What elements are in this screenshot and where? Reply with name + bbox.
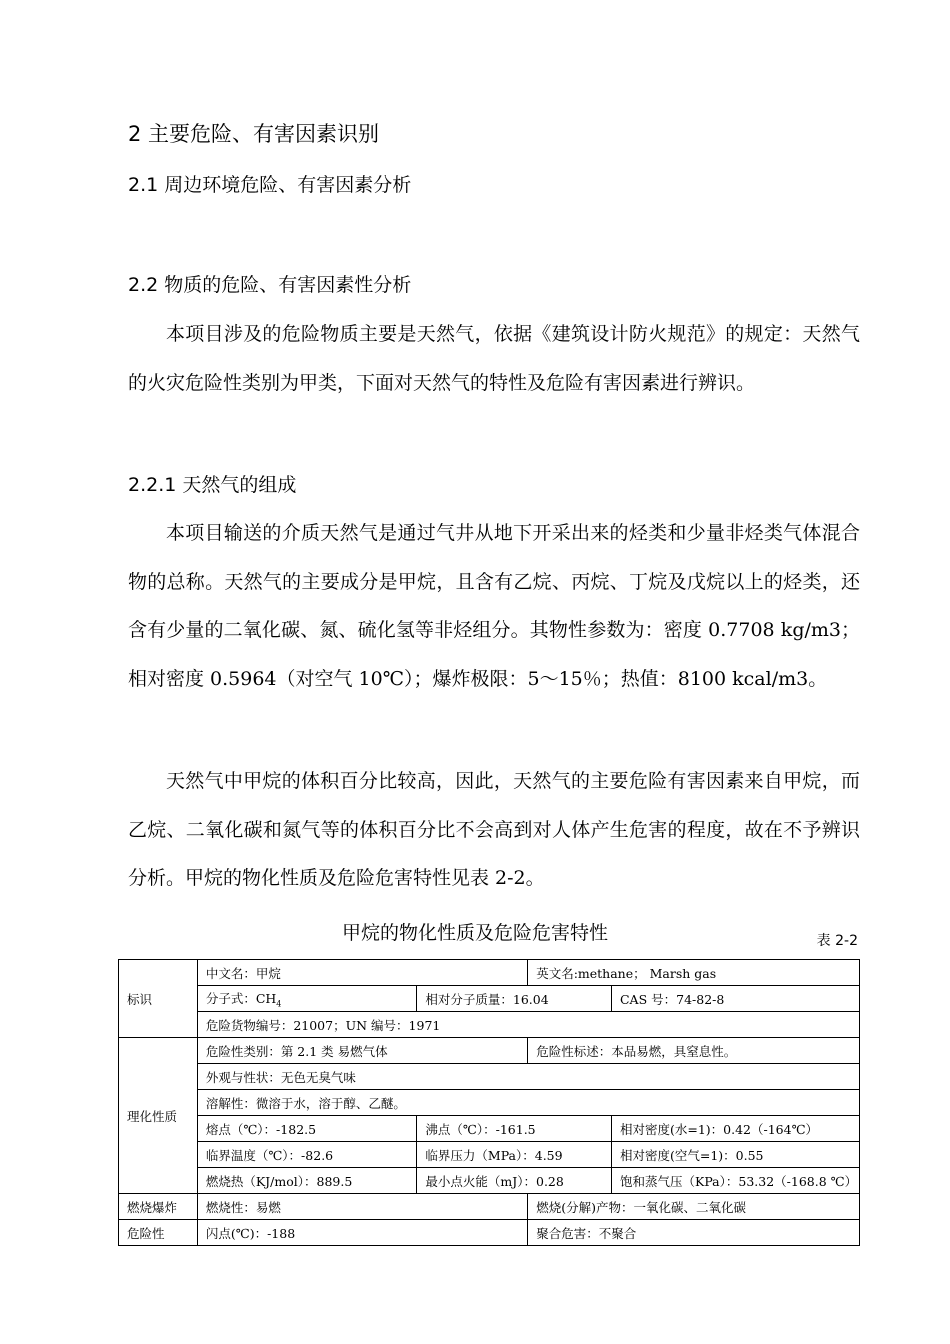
paragraph-gas-composition: 本项目输送的介质天然气是通过气井从地下开采出来的烃类和少量非烃类气体混合物的总称。天然气的主要成分是甲烷，且含有乙烷、丙烷、丁烷及戊烷以上的烃类，还含有少量的二氧化碳、氮、硫化氢等非烃组分。其物性参数为：密度 0.7708 kg/m3；相对密度 0.5964（对空气 10℃）；爆炸极限：5～15％；热值：8100 kcal/m3。	[128, 522, 860, 690]
cell-melting-point: 熔点（℃）：-182.5	[197, 1116, 417, 1142]
cell-solubility: 溶解性：微溶于水，溶于醇、乙醚。	[197, 1090, 859, 1116]
table-row	[119, 960, 860, 986]
table-caption: 甲烷的物化性质及危险危害特性	[341, 922, 608, 944]
table-row	[119, 1142, 860, 1168]
table-row	[119, 1168, 860, 1194]
cell-appearance: 外观与性状：无色无臭气味	[197, 1064, 859, 1090]
cell-english-name: 英文名:methane； Marsh gas	[528, 960, 860, 986]
cell-critical-pressure: 临界压力（MPa）：4.59	[417, 1142, 612, 1168]
cell-relative-density-air: 相对密度(空气=1)：0.55	[611, 1142, 859, 1168]
section-heading-2: 2 主要危险、有害因素识别	[128, 122, 380, 146]
section-heading-2-2: 2.2 物质的危险、有害因素性分析	[128, 274, 412, 296]
cell-hazard-class: 危险性类别：第 2.1 类 易燃气体	[197, 1038, 527, 1064]
cell-combustion-heat: 燃烧热（KJ/mol）：889.5	[197, 1168, 417, 1194]
cell-decomposition-products: 燃烧(分解)产物：一氧化碳、二氧化碳	[528, 1194, 860, 1220]
table-row	[119, 1064, 860, 1090]
table-row	[119, 1090, 860, 1116]
section-label-identification: 标识	[119, 960, 198, 1038]
cell-min-ignition-energy: 最小点火能（mJ）：0.28	[417, 1168, 612, 1194]
cell-flammability: 燃烧性：易燃	[197, 1194, 527, 1220]
table-row	[119, 1194, 860, 1220]
cell-polymerization-hazard: 聚合危害：不聚合	[528, 1220, 860, 1246]
table-number: 表 2-2	[816, 933, 858, 949]
table-row	[119, 1012, 860, 1038]
cell-molecular-mass: 相对分子质量：16.04	[417, 986, 612, 1012]
cell-hazard-description: 危险性标述：本品易燃，具窒息性。	[528, 1038, 860, 1064]
section-heading-2-1: 2.1 周边环境危险、有害因素分析	[128, 174, 412, 196]
formula-text: 分子式：CH	[205, 990, 277, 1006]
cell-cas-number: CAS 号：74-82-8	[611, 986, 859, 1012]
table-row	[119, 1220, 860, 1246]
section-heading-2-2-1: 2.2.1 天然气的组成	[128, 474, 297, 496]
cell-flash-point: 闪点(℃)：-188	[197, 1220, 527, 1246]
table-row	[119, 1116, 860, 1142]
methane-properties-table	[118, 959, 860, 1246]
section-label-combustion-b: 危险性	[119, 1220, 198, 1246]
formula-subscript: 4	[276, 999, 282, 1009]
section-label-combustion-a: 燃烧爆炸	[119, 1194, 198, 1220]
paragraph-hazard-intro: 本项目涉及的危险物质主要是天然气，依据《建筑设计防火规范》的规定：天然气的火灾危险性类别为甲类，下面对天然气的特性及危险有害因素进行辨识。	[128, 323, 860, 394]
cell-dangerous-goods-number: 危险货物编号：21007；UN 编号：1971	[197, 1012, 859, 1038]
cell-vapor-pressure: 饱和蒸气压（KPa）：53.32（-168.8 ℃）	[611, 1168, 859, 1194]
section-label-physchem: 理化性质	[119, 1038, 198, 1194]
cell-relative-density-water: 相对密度(水=1)：0.42（-164℃）	[611, 1116, 859, 1142]
cell-formula	[197, 986, 417, 1012]
paragraph-methane-hazard: 天然气中甲烷的体积百分比较高，因此，天然气的主要危险有害因素来自甲烷，而乙烷、二氧化碳和氮气等的体积百分比不会高到对人体产生危害的程度，故在不予辨识分析。甲烷的物化性质及危险危害特性见表 2-2。	[128, 770, 860, 889]
table-row	[119, 986, 860, 1012]
cell-critical-temperature: 临界温度（℃）：-82.6	[197, 1142, 417, 1168]
cell-chinese-name: 中文名：甲烷	[197, 960, 527, 986]
cell-boiling-point: 沸点（℃）：-161.5	[417, 1116, 612, 1142]
table-row	[119, 1038, 860, 1064]
